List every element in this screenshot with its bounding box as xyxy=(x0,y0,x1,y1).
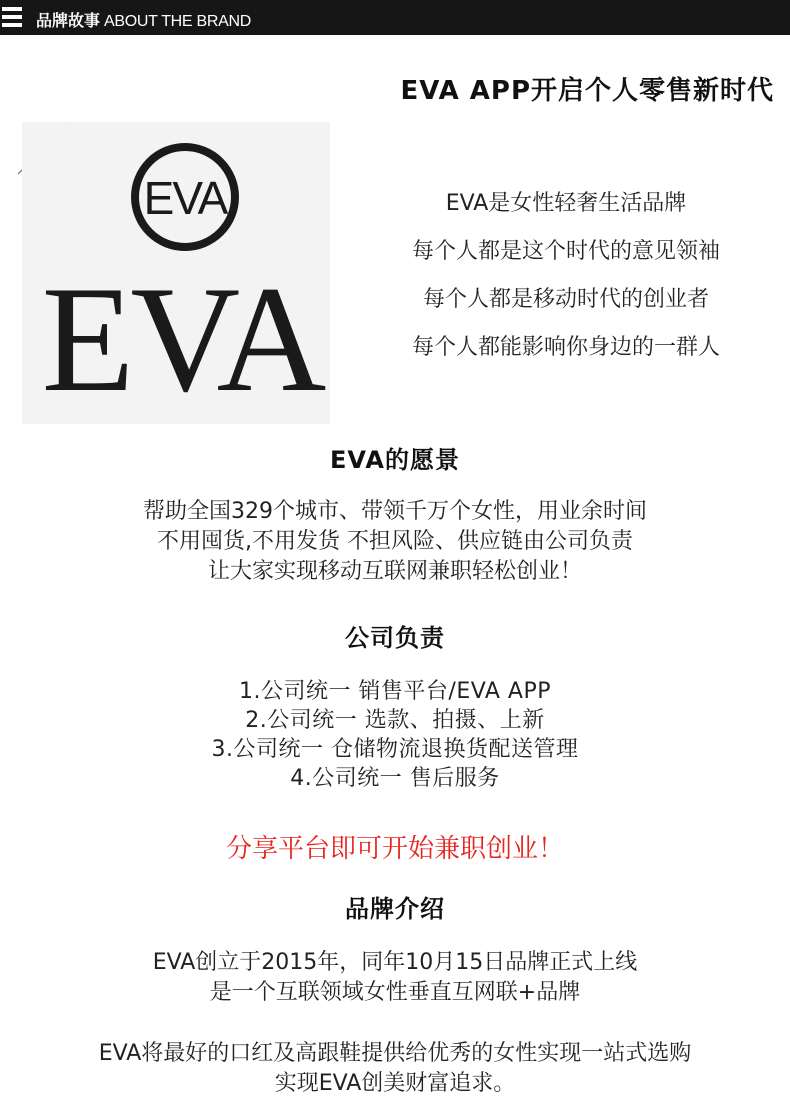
eva-logo-graphic xyxy=(22,122,330,424)
main-title: EVA APP开启个人零售新时代 xyxy=(400,76,774,106)
highlight-text: 分享平台即可开始兼职创业！ xyxy=(225,834,564,864)
company-line: 1.公司统一 销售平台/EVA APP xyxy=(238,679,552,704)
header-title-en: ABOUT THE BRAND xyxy=(104,13,251,30)
company-body xyxy=(0,677,790,793)
company-line: 2.公司统一 选款、拍摄、上新 xyxy=(245,708,545,733)
intro-line: EVA是女性轻奢生活品牌 xyxy=(445,191,687,216)
brand-body xyxy=(0,948,790,1008)
header-title xyxy=(36,8,251,31)
header-title-cn: 品牌故事 xyxy=(36,11,101,30)
vision-title: EVA的愿景 xyxy=(330,446,460,474)
brand-line: 是一个互联领域女性垂直互网联+品牌 xyxy=(209,980,581,1005)
company-line: 4.公司统一 售后服务 xyxy=(290,766,500,791)
vision-body xyxy=(0,497,790,587)
brand-body-2 xyxy=(0,1039,790,1099)
brand-title: 品牌介绍 xyxy=(345,895,445,923)
intro-line: 每个人都是这个时代的意见领袖 xyxy=(411,239,720,264)
brand-line: EVA将最好的口红及高跟鞋提供给优秀的女性实现一站式选购 xyxy=(98,1041,692,1066)
brand-line: EVA创立于2015年，同年10月15日品牌正式上线 xyxy=(152,950,638,975)
menu-icon[interactable] xyxy=(2,7,22,29)
brand-line: 实现EVA创美财富追求。 xyxy=(274,1071,516,1096)
vision-line: 帮助全国329个城市、带领千万个女性，用业余时间 xyxy=(143,499,647,524)
vision-line: 不用囤货,不用发货 不担风险、供应链由公司负责 xyxy=(157,529,633,554)
intro-text xyxy=(360,180,772,372)
vision-line: 让大家实现移动互联网兼职轻松创业！ xyxy=(207,559,582,584)
header-bar xyxy=(0,0,790,35)
company-title: 公司负责 xyxy=(345,624,445,652)
brand-logo xyxy=(22,122,330,424)
logo-wordmark: EVA xyxy=(41,255,323,423)
company-line: 3.公司统一 仓储物流退换货配送管理 xyxy=(211,737,579,762)
intro-line: 每个人都能影响你身边的一群人 xyxy=(411,335,720,360)
intro-line: 每个人都是移动时代的创业者 xyxy=(422,287,709,312)
logo-circle-text: EVA xyxy=(143,172,227,224)
